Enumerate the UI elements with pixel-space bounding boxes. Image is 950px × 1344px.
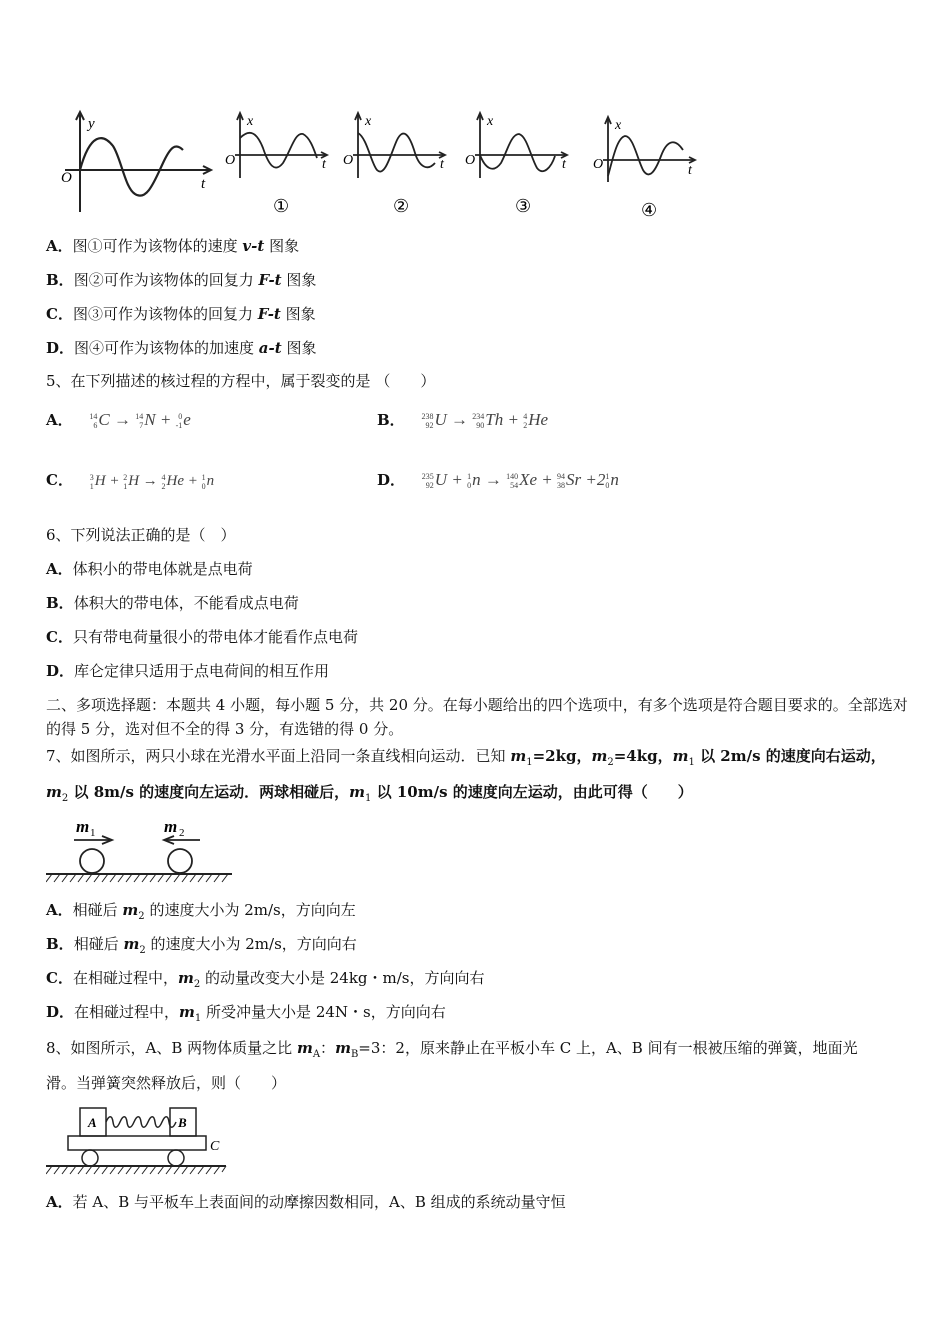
- q7-option-b[interactable]: B．相碰后 $m_2$ 的速度大小为 2m/s，方向向右: [46, 935, 357, 956]
- svg-text:2: 2: [179, 827, 185, 839]
- q6-option-c[interactable]: C．只有带电荷量很小的带电体才能看作点电荷: [46, 628, 358, 646]
- q7-option-a[interactable]: A．相碰后 $m_2$ 的速度大小为 2m/s，方向向左: [46, 901, 356, 922]
- oscillation-graphs: [55, 108, 705, 220]
- equation-d: 235 92 U + 1 0 n → 140 54 Xe + 94 38 Sr +2 1 0 n: [421, 470, 619, 491]
- main-y-label: y: [88, 116, 95, 132]
- main-origin: O: [61, 170, 72, 186]
- g4-y-label: x: [615, 118, 622, 133]
- equation-c: 3 1 H + 2 1 H → 4 2 He + 1 0 n: [89, 472, 215, 491]
- svg-text:C: C: [210, 1139, 220, 1154]
- g2-y-label: x: [365, 114, 372, 129]
- q4-option-c[interactable]: C．图③可作为该物体的回复力 F-t 图象: [46, 305, 316, 323]
- q6-option-d[interactable]: D．库仑定律只适用于点电荷间的相互作用: [46, 662, 330, 680]
- g1-x-label: t: [322, 157, 326, 172]
- main-x-label: t: [201, 176, 206, 192]
- g3-origin: O: [465, 153, 476, 168]
- q7-option-d[interactable]: D．在相碰过程中，$m_1$ 所受冲量大小是 24N・s，方向向右: [46, 1003, 446, 1024]
- svg-text:1: 1: [90, 827, 96, 839]
- q4-option-a[interactable]: A．图①可作为该物体的速度 v-t 图象: [46, 237, 300, 255]
- g2-number: ②: [393, 196, 410, 217]
- g4-number: ④: [641, 200, 658, 220]
- g1-origin: O: [225, 153, 236, 168]
- q8-stem-line-2: 滑。当弹簧突然释放后，则（ ）: [46, 1074, 287, 1092]
- equation-a: 14 6 C → 14 7 N + 0 -1 e: [89, 410, 191, 431]
- q8-stem-line-1: 8、如图所示，A、B 两物体质量之比 $m_A$：$m_B=3$：2，原来静止在平板小车 C 上，A、B 间有一根被压缩的弹簧，地面光: [46, 1039, 858, 1060]
- q6-option-a[interactable]: A．体积小的带电体就是点电荷: [46, 560, 253, 578]
- g2-x-label: t: [440, 157, 444, 172]
- g3-number: ③: [515, 196, 532, 217]
- g4-x-label: t: [688, 163, 692, 178]
- g1-number: ①: [273, 196, 290, 217]
- q5-stem: 5、在下列描述的核过程的方程中，属于裂变的是 （ ）: [46, 372, 436, 390]
- svg-text:m: m: [164, 817, 178, 836]
- q5-option-b[interactable]: B． 238 92 U → 234 90 Th + 4 2 He: [377, 410, 549, 431]
- q4-option-d[interactable]: D．图④可作为该物体的加速度 a-t 图象: [46, 339, 317, 357]
- svg-text:B: B: [178, 1115, 187, 1130]
- g4-origin: O: [593, 157, 604, 172]
- q6-option-b[interactable]: B．体积大的带电体，不能看成点电荷: [46, 594, 299, 612]
- q6-stem: 6、下列说法正确的是（ ）: [46, 526, 236, 544]
- q8-option-a[interactable]: A．若 A、B 与平板车上表面间的动摩擦因数相同，A、B 组成的系统动量守恒: [46, 1193, 566, 1211]
- q7-stem-line-1: 7、如图所示，两只小球在光滑水平面上沿同一条直线相向运动．已知 $m_1=2kg$，$m_2=4kg$，$m_1$ 以 2m/s 的速度向右运动，: [46, 747, 886, 768]
- svg-text:A: A: [88, 1115, 97, 1130]
- svg-text:m: m: [76, 817, 90, 836]
- g3-y-label: x: [487, 114, 494, 129]
- q7-option-c[interactable]: C．在相碰过程中，$m_2$ 的动量改变大小是 24kg・m/s，方向向右: [46, 969, 485, 990]
- q4-option-b[interactable]: B．图②可作为该物体的回复力 F-t 图象: [46, 271, 317, 289]
- g1-y-label: x: [247, 114, 254, 129]
- q7-stem-line-2: $m_2$ 以 8m/s 的速度向左运动．两球相碰后，$m_1$ 以 10m/s 的速度向左运动，由此可得（ ）: [46, 783, 693, 804]
- section-2-header: 二、多项选择题：本题共 4 小题，每小题 5 分，共 20 分。在每小题给出的四个选项中，有多个选项是符合题目要求的。全部选对的得 5 分，选对但不全的得 3 分，有选错的得 0 分。: [46, 696, 908, 738]
- q7-two-balls-figure: [46, 812, 236, 888]
- q5-option-d[interactable]: D． 235 92 U + 1 0 n → 140 54 Xe + 94 38 Sr +2 1 0 n: [377, 470, 619, 491]
- g2-origin: O: [343, 153, 354, 168]
- q5-option-c[interactable]: C． 3 1 H + 2 1 H → 4 2 He + 1 0 n: [46, 471, 215, 491]
- q8-cart-spring-figure: [46, 1102, 236, 1178]
- q5-option-a[interactable]: A． 14 6 C → 14 7 N + 0 -1 e: [46, 410, 191, 431]
- equation-b: 238 92 U → 234 90 Th + 4 2 He: [421, 410, 549, 431]
- g3-x-label: t: [562, 157, 566, 172]
- main-graph: [65, 112, 211, 212]
